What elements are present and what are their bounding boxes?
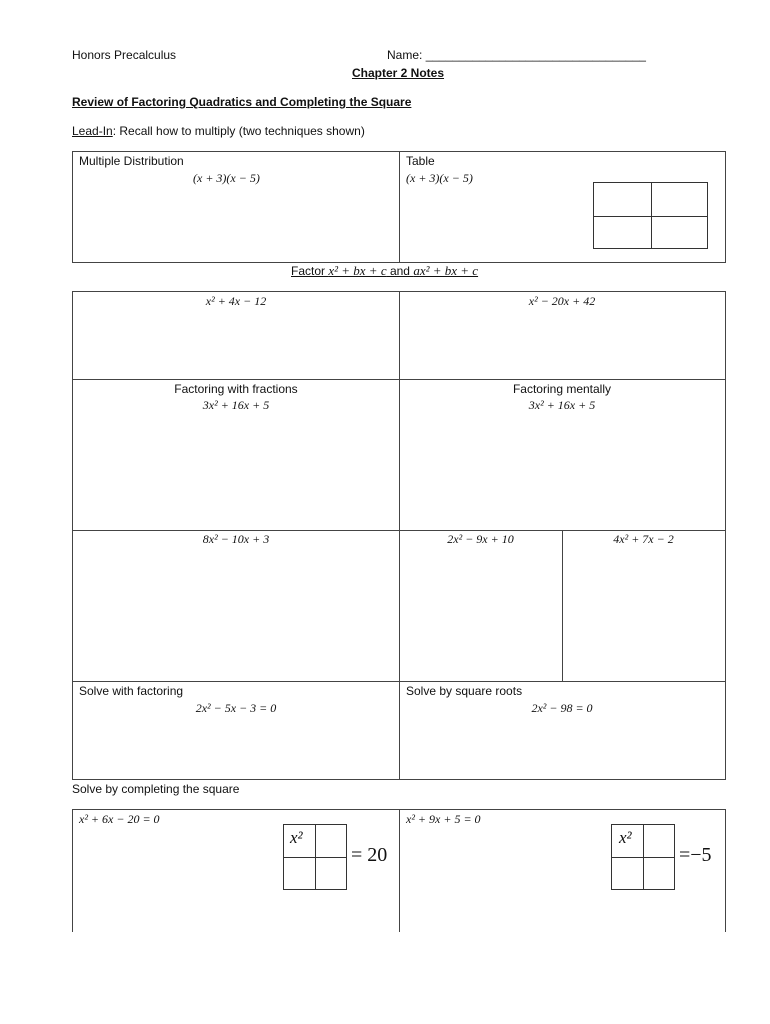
left-square-x2: x²: [290, 828, 303, 847]
left-square-eq: = 20: [351, 844, 388, 866]
solve-roots-expr: 2x² − 98 = 0: [531, 701, 593, 715]
complete-square-left-expr: x² + 6x − 20 = 0: [79, 812, 160, 826]
right-square-x2: x²: [619, 828, 632, 847]
grid-vline-row3: [562, 530, 563, 681]
table-expr: (x + 3)(x − 5): [406, 171, 473, 185]
multiplication-table-grid: [593, 182, 708, 249]
fractions-expr: 3x² + 16x + 5: [202, 398, 270, 412]
complete-square-divider: [399, 810, 400, 932]
mentally-title: Factoring mentally: [512, 382, 612, 396]
factor-problem-5: 4x² + 7x − 2: [613, 532, 674, 546]
complete-square-box: [72, 809, 726, 932]
factor-heading-prefix: Factor: [291, 264, 329, 278]
factor-grid: [72, 291, 726, 780]
factor-heading-mid: and: [386, 264, 414, 278]
factor-heading-expr2: ax² + bx + c: [413, 263, 479, 278]
complete-square-heading: Solve by completing the square: [72, 782, 240, 796]
section-title: Review of Factoring Quadratics and Completing the Square: [72, 95, 412, 109]
multiply-divider: [399, 152, 400, 262]
name-blank: _________________________________: [425, 48, 646, 62]
multiple-distribution-title: Multiple Distribution: [79, 154, 184, 168]
name-label: Name:: [387, 48, 423, 62]
factor-problem-4: 2x² − 9x + 10: [447, 532, 514, 546]
multiple-distribution-expr: (x + 3)(x − 5): [193, 171, 260, 185]
lead-in-text: : Recall how to multiply (two techniques shown): [112, 124, 365, 138]
table-title: Table: [406, 154, 435, 168]
solve-factoring-title: Solve with factoring: [79, 684, 184, 698]
factor-heading: [291, 263, 478, 279]
solve-factoring-expr: 2x² − 5x − 3 = 0: [195, 701, 277, 715]
mentally-expr: 3x² + 16x + 5: [528, 398, 596, 412]
factor-problem-1: x² + 4x − 12: [205, 294, 267, 308]
complete-square-right-expr: x² + 9x + 5 = 0: [406, 812, 481, 826]
factor-heading-expr1: x² + bx + c: [328, 263, 387, 278]
name-field: [387, 48, 646, 62]
factor-problem-3: 8x² − 10x + 3: [202, 532, 270, 546]
chapter-title: Chapter 2 Notes: [352, 66, 445, 80]
fractions-title: Factoring with fractions: [174, 382, 298, 396]
right-square-eq: =−5: [679, 844, 712, 866]
multiply-box: [72, 151, 726, 263]
factor-problem-2: x² − 20x + 42: [528, 294, 596, 308]
course-title: Honors Precalculus: [72, 48, 177, 62]
lead-in: [72, 124, 365, 138]
lead-in-label: Lead-In: [72, 124, 113, 138]
solve-roots-title: Solve by square roots: [406, 684, 523, 698]
